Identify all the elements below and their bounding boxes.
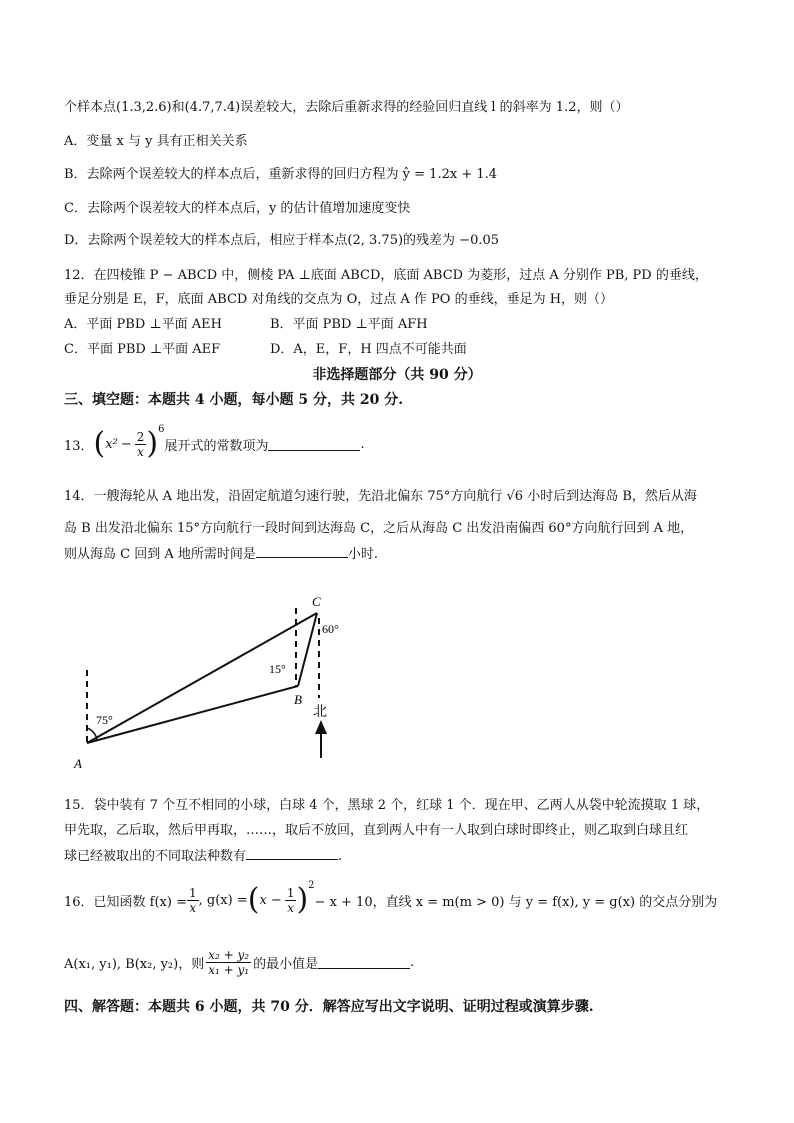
q13-number: 13． — [64, 438, 94, 454]
q13-frac-num: 2 — [136, 429, 145, 444]
label-75: 75° — [96, 713, 113, 727]
segment-ab — [87, 686, 298, 743]
q15-line3 — [64, 847, 342, 866]
q16-ratio-den: x₁ + y₁ — [208, 962, 250, 977]
q16-f-den: x — [189, 900, 197, 915]
q12-option-a: A．平面 PBD ⊥平面 AEH — [64, 317, 222, 332]
label-north: 北 — [313, 705, 327, 720]
q16-line2-pre: A(x₁, y₁), B(x₂, y₂)，则 — [64, 956, 205, 972]
q14-answer-blank[interactable] — [256, 545, 348, 558]
q16-ratio-num: x₂ + y₂ — [208, 947, 250, 962]
q16-ratio-fraction — [206, 948, 251, 977]
section4-title: 四、解答题：本题共 6 小题，共 70 分．解答应写出文字说明、证明过程或演算步骤. — [64, 999, 594, 1015]
q11-option-a: A．变量 x 与 y 具有正相关关系 — [64, 134, 248, 149]
label-a: A — [74, 756, 82, 771]
q16-line2 — [64, 940, 414, 984]
q13-answer-blank[interactable] — [268, 438, 360, 451]
q14-line2: 岛 B 出发沿北偏东 15°方向航行一段时间到达海岛 C，之后从海岛 C 出发沿南偏西 60°方向航行回到 A 地， — [64, 521, 694, 536]
q12-stem-line1: 12．在四棱锥 P − ABCD 中，侧棱 PA ⊥底面 ABCD，底面 ABCD 为菱形，过点 A 分别作 PB, PD 的垂线， — [64, 268, 708, 283]
q11-option-b: B．去除两个误差较大的样本点后，重新求得的回归方程为 ŷ = 1.2x + 1.4 — [64, 167, 498, 182]
q15-line2: 甲先取，乙后取，然后甲再取，……，取后不放回，直到两人中有一人取到白球时即终止，则乙取到白球且红 — [64, 823, 689, 838]
part2-title: 非选择题部分（共 90 分） — [312, 367, 482, 383]
q13-tail: 展开式的常数项为 — [164, 438, 269, 454]
q16-g-exponent: 2 — [308, 880, 315, 891]
q13 — [64, 422, 365, 466]
q11-option-d: D．去除两个误差较大的样本点后，相应于样本点(2, 3.75)的残差为 −0.05 — [64, 233, 500, 248]
q16-g-num: 1 — [286, 885, 295, 900]
q13-right-paren: ) — [146, 426, 159, 461]
label-c: C — [312, 594, 321, 609]
q15-line3-post: . — [338, 849, 343, 864]
q16-line2-end: . — [410, 954, 415, 970]
north-arrow-head — [315, 720, 327, 734]
navigation-figure — [60, 588, 360, 778]
q16-line1 — [64, 878, 717, 922]
segment-bc — [298, 613, 317, 686]
q13-fraction — [135, 430, 147, 459]
q16-g-tail: − x + 10，直线 x = m(m > 0) 与 y = f(x), y = g(x) 的交点分别为 — [314, 894, 718, 910]
q13-end: . — [360, 436, 365, 452]
segment-ac — [87, 613, 317, 743]
q16-g-pre: , g(x) = — [198, 892, 248, 908]
q14-line3 — [64, 545, 378, 564]
q16-g-fraction — [285, 886, 297, 915]
q14-line3-pre: 则从海岛 C 回到 A 地所需时间是 — [64, 547, 256, 562]
label-b: B — [294, 692, 302, 707]
q11-option-c: C．去除两个误差较大的样本点后，y 的估计值增加速度变快 — [64, 201, 411, 216]
label-15: 15° — [269, 662, 286, 676]
q16-f-fraction — [187, 886, 199, 915]
q14-line3-post: 小时. — [347, 547, 379, 562]
q12-stem-line2: 垂足分别是 E，F，底面 ABCD 对角线的交点为 O，过点 A 作 PO 的垂线，垂足为 H，则（） — [64, 292, 614, 307]
q16-answer-blank[interactable] — [318, 956, 410, 969]
q16-f-num: 1 — [189, 885, 197, 900]
q16-pre: 16．已知函数 f(x) = — [64, 894, 187, 910]
q13-exponent: 6 — [158, 424, 165, 435]
q13-frac-den: x — [137, 444, 144, 459]
q13-x2: x² — [105, 436, 118, 452]
label-60: 60° — [322, 622, 339, 636]
q13-minus: − — [120, 436, 132, 452]
q13-left-paren: ( — [93, 426, 106, 461]
q15-line1: 15．袋中装有 7 个互不相同的小球，白球 4 个，黑球 2 个，红球 1 个．现在甲、乙两人从袋中轮流摸取 1 球， — [64, 798, 710, 813]
q15-answer-blank[interactable] — [246, 847, 338, 860]
q16-g-den: x — [287, 900, 295, 915]
q12-option-d: D．A，E，F，H 四点不可能共面 — [270, 342, 467, 357]
q16-right-paren: ) — [296, 882, 309, 917]
q16-line2-mid: 的最小值是 — [253, 956, 319, 972]
q14-line1: 14．一艘海轮从 A 地出发，沿固定航道匀速行驶，先沿北偏东 75°方向航行 √6 小时后到达海岛 B，然后从海 — [64, 489, 697, 504]
q16-left-paren: ( — [247, 882, 260, 917]
q11-stem: 个样本点(1.3,2.6)和(4.7,7.4)误差较大，去除后重新求得的经验回归直线 l 的斜率为 1.2，则（） — [64, 100, 629, 115]
section3-title: 三、填空题：本题共 4 小题，每小题 5 分，共 20 分. — [64, 392, 404, 408]
q12-option-b: B．平面 PBD ⊥平面 AFH — [270, 317, 428, 332]
q16-g-in: x − — [259, 892, 282, 908]
q15-line3-pre: 球已经被取出的不同取法种数有 — [64, 849, 247, 864]
q12-option-c: C．平面 PBD ⊥平面 AEF — [64, 342, 221, 357]
